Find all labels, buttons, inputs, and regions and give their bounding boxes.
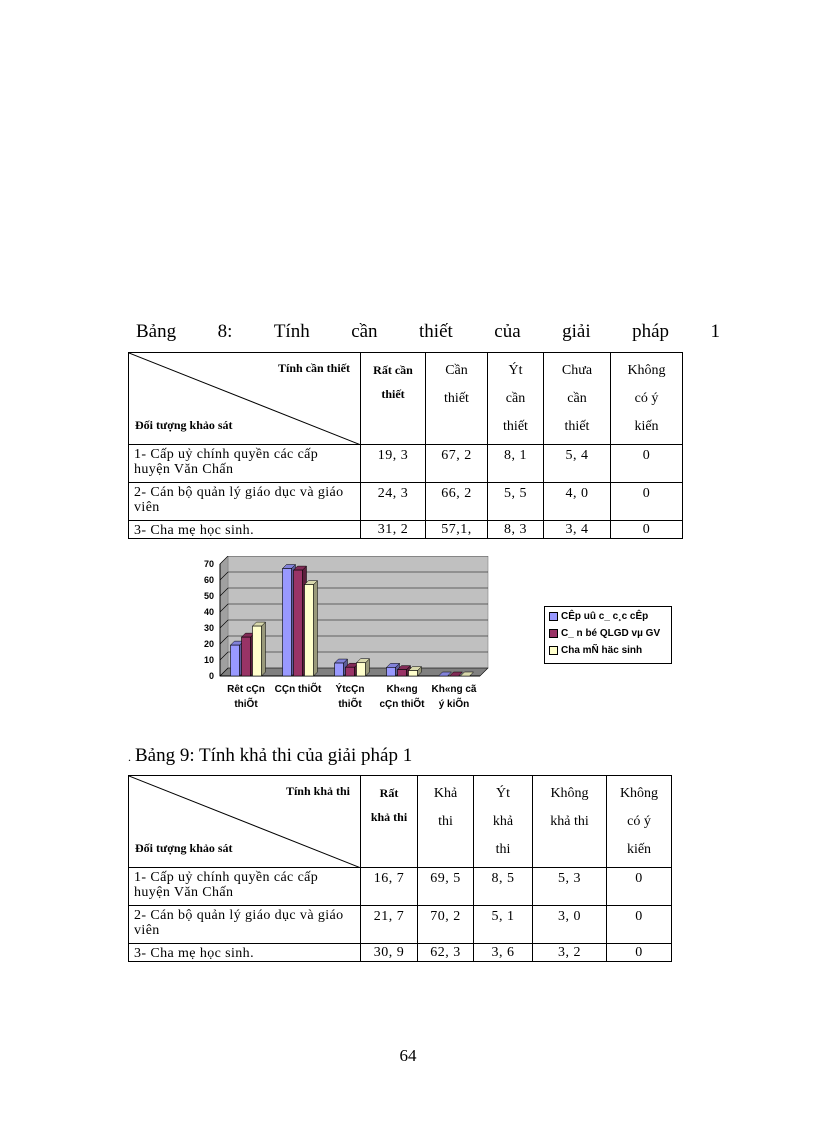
legend-item [545, 643, 671, 658]
y-tick-label: 70 [203, 559, 214, 569]
corner-bottom-label: Đối tượng khảo sát [135, 841, 233, 855]
corner-top-label: Tính cần thiết [277, 361, 350, 375]
header-line: thi [438, 814, 453, 829]
table-row [129, 483, 683, 521]
cell-value: 57,1, [426, 521, 488, 539]
caption-dot: . [128, 750, 131, 764]
x-tick-label-line: thiÕt [338, 699, 362, 710]
row-label: 1- Cấp uỷ chính quyền các cấp huyện Văn Chấn [129, 445, 361, 483]
header-line: Ýt [496, 786, 510, 801]
table8-caption [136, 320, 720, 344]
cell-value: 21, 7 [361, 906, 418, 944]
table9-corner-cell [129, 776, 361, 868]
header-line: Khả [433, 786, 458, 801]
y-tick-label: 40 [203, 607, 214, 617]
cell-value: 16, 7 [361, 868, 418, 906]
header-cell [607, 776, 672, 868]
page-number: 64 [399, 1046, 417, 1065]
cell-value: 3, 4 [544, 521, 611, 539]
caption-word: Tính [273, 321, 310, 342]
header-cell [488, 353, 544, 445]
header-line: khả thi [550, 814, 589, 829]
caption-word: 8: [217, 321, 233, 342]
header-line: có ý [634, 391, 659, 406]
legend-label: CÊp uû c_ c¸c cÊp [561, 611, 649, 622]
header-line: Chưa [561, 363, 593, 378]
caption-word: giải [562, 321, 591, 342]
caption-word: 1 [710, 321, 720, 342]
legend-item [545, 626, 671, 641]
table-row [129, 944, 672, 962]
cell-value: 0 [611, 483, 683, 521]
header-line: thiết [564, 419, 590, 434]
header-cell [361, 776, 418, 868]
caption-word: pháp [632, 321, 670, 342]
table9 [128, 775, 672, 962]
legend-swatch [549, 612, 558, 621]
y-tick-label: 60 [203, 575, 214, 585]
legend-label: C_ n bé QLGD vµ GV [561, 628, 661, 639]
row-label: 2- Cán bộ quản lý giáo dục và giáo viên [129, 906, 361, 944]
cell-value: 30, 9 [361, 944, 418, 962]
bar [335, 663, 344, 676]
bar-side [314, 581, 318, 676]
x-tick-label-line: cÇn thiÕt [379, 699, 425, 710]
table8 [128, 352, 683, 539]
cell-value: 19, 3 [361, 445, 426, 483]
header-line: Cần [445, 363, 468, 378]
cell-value: 5, 3 [533, 868, 607, 906]
x-tick-label-line: ÝtcÇn [335, 684, 365, 695]
cell-value: 0 [607, 868, 672, 906]
cell-value: 70, 2 [418, 906, 474, 944]
cell-value: 8, 5 [474, 868, 533, 906]
cell-value: 0 [611, 521, 683, 539]
y-tick-label: 0 [208, 671, 214, 681]
cell-value: 0 [611, 445, 683, 483]
y-tick-label: 20 [203, 639, 214, 649]
header-line: Không [619, 786, 659, 801]
cell-value: 5, 4 [544, 445, 611, 483]
y-tick-label: 50 [203, 591, 214, 601]
cell-value: 67, 2 [426, 445, 488, 483]
y-tick-label: 30 [203, 623, 214, 633]
bar [305, 585, 314, 676]
table-row [129, 906, 672, 944]
header-line: thi [495, 842, 511, 857]
legend-swatch [549, 646, 558, 655]
x-tick-label-line: Kh«ng [386, 684, 418, 695]
header-line: Không [550, 786, 589, 801]
caption-text: Bảng 9: Tính khả thi của giải pháp 1 [135, 745, 413, 766]
header-cell [418, 776, 474, 868]
caption-word: cần [351, 321, 378, 342]
y-tick-label: 10 [203, 655, 214, 665]
table-row [129, 445, 683, 483]
header-cell [426, 353, 488, 445]
corner-bottom-label: Đối tượng khảo sát [135, 418, 233, 432]
caption-word: thiết [419, 321, 453, 342]
bar [346, 667, 355, 676]
bar [387, 667, 396, 676]
bar [294, 570, 303, 676]
header-line: cần [567, 391, 587, 406]
legend-item [545, 609, 671, 624]
table-row [129, 868, 672, 906]
caption-word: Bảng [136, 321, 177, 342]
bar [231, 645, 240, 676]
row-label: 2- Cán bộ quản lý giáo dục và giáo viên [129, 483, 361, 521]
chart-back-wall [228, 556, 488, 668]
legend-swatch [549, 629, 558, 638]
x-tick-label-line: Rêt cÇn [227, 684, 265, 695]
table8-header-row [129, 353, 683, 445]
table9-caption [128, 744, 412, 769]
header-line: cần [505, 391, 526, 406]
header-line: kiến [626, 842, 652, 857]
header-cell [544, 353, 611, 445]
cell-value: 24, 3 [361, 483, 426, 521]
header-line: Rất [379, 786, 399, 800]
header-cell [474, 776, 533, 868]
bar [409, 671, 418, 676]
header-line: Rất cần [373, 363, 413, 377]
corner-top-label: Tính khả thi [285, 784, 350, 798]
header-line: khả [492, 814, 514, 829]
cell-value: 3, 6 [474, 944, 533, 962]
cell-value: 31, 2 [361, 521, 426, 539]
cell-value: 8, 1 [488, 445, 544, 483]
chart-side-wall [220, 556, 228, 676]
x-tick-label-line: thiÕt [234, 699, 258, 710]
cell-value: 66, 2 [426, 483, 488, 521]
cell-value: 3, 2 [533, 944, 607, 962]
header-line: kiến [634, 419, 659, 434]
header-cell [361, 353, 426, 445]
caption-word: của [494, 321, 521, 342]
bar [253, 626, 262, 676]
header-line: có ý [627, 814, 651, 829]
row-label: 1- Cấp uỷ chính quyền các cấp huyện Văn Chấn [129, 868, 361, 906]
cell-value: 4, 0 [544, 483, 611, 521]
header-cell [611, 353, 683, 445]
bar [398, 670, 407, 676]
x-tick-label-line: Kh«ng cã [431, 684, 477, 695]
cell-value: 69, 5 [418, 868, 474, 906]
x-tick-label-line: ý kiÕn [438, 699, 470, 710]
cell-value: 8, 3 [488, 521, 544, 539]
legend-label: Cha mÑ häc sinh [561, 645, 643, 656]
header-cell [533, 776, 607, 868]
table-row [129, 521, 683, 539]
chart-legend [544, 606, 672, 664]
header-line: Không [627, 363, 666, 378]
header-line: thiết [444, 391, 469, 406]
table9-header-row [129, 776, 672, 868]
header-line: khả thi [370, 810, 408, 824]
bar [242, 637, 251, 676]
cell-value: 3, 0 [533, 906, 607, 944]
header-line: Ýt [508, 363, 523, 378]
x-tick-label [419, 682, 489, 712]
cell-value: 5, 1 [474, 906, 533, 944]
x-tick-label-line: CÇn thiÕt [274, 684, 322, 695]
table8-corner-cell [129, 353, 361, 445]
cell-value: 5, 5 [488, 483, 544, 521]
header-line: thiết [381, 387, 405, 401]
row-label: 3- Cha mẹ học sinh. [129, 944, 361, 962]
bar [357, 663, 366, 676]
cell-value: 62, 3 [418, 944, 474, 962]
cell-value: 0 [607, 906, 672, 944]
row-label: 3- Cha mẹ học sinh. [129, 521, 361, 539]
bar-side [262, 622, 266, 676]
bar [283, 568, 292, 676]
cell-value: 0 [607, 944, 672, 962]
header-line: thiết [503, 419, 528, 434]
